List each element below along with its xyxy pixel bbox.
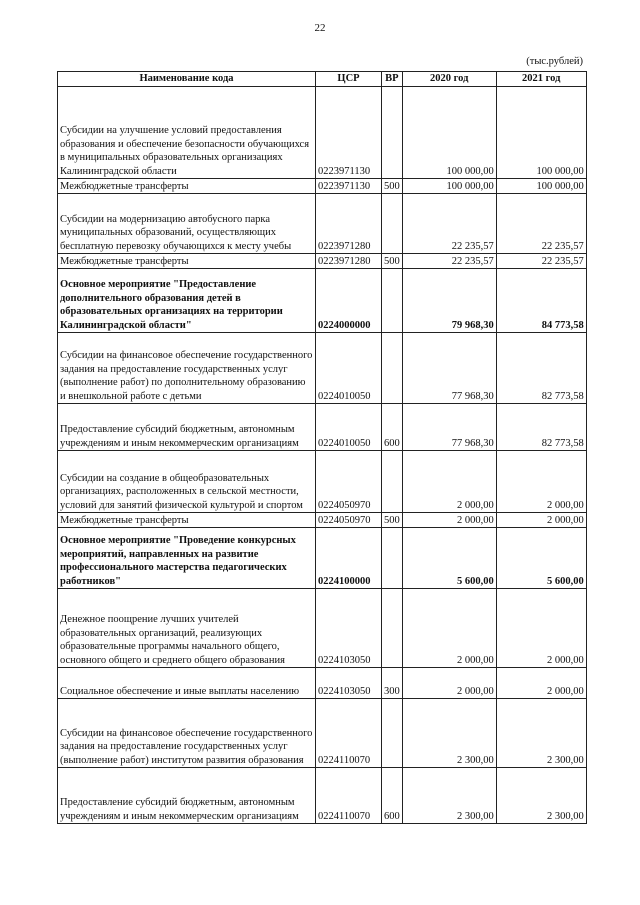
row-2020: 2 000,00 bbox=[402, 513, 496, 528]
row-csr: 0223971130 bbox=[316, 179, 382, 194]
row-vr bbox=[382, 451, 403, 513]
row-2021: 2 000,00 bbox=[496, 668, 586, 699]
row-2020: 79 968,30 bbox=[402, 269, 496, 333]
row-csr: 0224100000 bbox=[316, 528, 382, 589]
table-row bbox=[58, 528, 587, 589]
table-row bbox=[58, 179, 587, 194]
row-name: Субсидии на улучшение условий предоставления образования и обеспечение безопасности обучающихся в муниципальных образовательных организациях Калининградской области bbox=[58, 87, 316, 179]
row-2020: 22 235,57 bbox=[402, 254, 496, 269]
row-name: Межбюджетные трансферты bbox=[58, 254, 316, 269]
row-2020: 100 000,00 bbox=[402, 87, 496, 179]
row-vr: 600 bbox=[382, 768, 403, 824]
row-name: Денежное поощрение лучших учителей образовательных организаций, реализующих образовательные программы начального общего, основного общего и среднего общего образования bbox=[58, 589, 316, 668]
row-vr bbox=[382, 269, 403, 333]
row-2021: 82 773,58 bbox=[496, 333, 586, 404]
row-csr: 0224010050 bbox=[316, 404, 382, 451]
row-csr: 0224050970 bbox=[316, 451, 382, 513]
budget-table bbox=[57, 71, 587, 824]
units-label: (тыс.рублей) bbox=[526, 56, 583, 67]
row-2021: 82 773,58 bbox=[496, 404, 586, 451]
row-2020: 2 000,00 bbox=[402, 668, 496, 699]
row-name: Предоставление субсидий бюджетным, автономным учреждениям и иным некоммерческим организациям bbox=[58, 768, 316, 824]
table-row bbox=[58, 254, 587, 269]
table-row bbox=[58, 589, 587, 668]
row-csr: 0224110070 bbox=[316, 768, 382, 824]
row-2020: 5 600,00 bbox=[402, 528, 496, 589]
row-2021: 2 000,00 bbox=[496, 451, 586, 513]
row-name: Предоставление субсидий бюджетным, автономным учреждениям и иным некоммерческим организациям bbox=[58, 404, 316, 451]
row-name: Субсидии на финансовое обеспечение государственного задания на предоставление государственных услуг (выполнение работ) по дополнительному образованию и внешкольной работе с детьми bbox=[58, 333, 316, 404]
table-row bbox=[58, 768, 587, 824]
table-row bbox=[58, 333, 587, 404]
table-row bbox=[58, 194, 587, 254]
row-vr: 500 bbox=[382, 254, 403, 269]
row-vr: 300 bbox=[382, 668, 403, 699]
row-2020: 2 300,00 bbox=[402, 699, 496, 768]
header-2020: 2020 год bbox=[402, 72, 496, 87]
row-2020: 22 235,57 bbox=[402, 194, 496, 254]
row-2021: 100 000,00 bbox=[496, 87, 586, 179]
row-vr bbox=[382, 589, 403, 668]
row-2021: 5 600,00 bbox=[496, 528, 586, 589]
row-vr: 500 bbox=[382, 513, 403, 528]
row-name: Субсидии на финансовое обеспечение государственного задания на предоставление государственных услуг (выполнение работ) институтом развития образования bbox=[58, 699, 316, 768]
row-2021: 2 000,00 bbox=[496, 589, 586, 668]
table-row bbox=[58, 404, 587, 451]
row-vr: 500 bbox=[382, 179, 403, 194]
header-csr: ЦСР bbox=[316, 72, 382, 87]
row-2020: 77 968,30 bbox=[402, 333, 496, 404]
row-csr: 0224000000 bbox=[316, 269, 382, 333]
row-csr: 0223971280 bbox=[316, 194, 382, 254]
table-row bbox=[58, 87, 587, 179]
row-csr: 0224050970 bbox=[316, 513, 382, 528]
row-2021: 2 300,00 bbox=[496, 768, 586, 824]
row-name: Межбюджетные трансферты bbox=[58, 513, 316, 528]
header-row bbox=[58, 72, 587, 87]
row-2021: 22 235,57 bbox=[496, 254, 586, 269]
row-csr: 0224010050 bbox=[316, 333, 382, 404]
row-2021: 2 000,00 bbox=[496, 513, 586, 528]
row-name: Социальное обеспечение и иные выплаты населению bbox=[58, 668, 316, 699]
row-csr: 0224103050 bbox=[316, 589, 382, 668]
table-row bbox=[58, 668, 587, 699]
row-csr: 0223971130 bbox=[316, 87, 382, 179]
page-number: 22 bbox=[314, 22, 326, 34]
row-vr bbox=[382, 333, 403, 404]
row-vr bbox=[382, 87, 403, 179]
row-2020: 2 300,00 bbox=[402, 768, 496, 824]
row-vr bbox=[382, 194, 403, 254]
row-csr: 0224103050 bbox=[316, 668, 382, 699]
table-row bbox=[58, 513, 587, 528]
row-name: Основное мероприятие "Проведение конкурсных мероприятий, направленных на развитие профессионального мастерства педагогических работников" bbox=[58, 528, 316, 589]
row-vr bbox=[382, 528, 403, 589]
header-2021: 2021 год bbox=[496, 72, 586, 87]
row-2021: 84 773,58 bbox=[496, 269, 586, 333]
row-2021: 2 300,00 bbox=[496, 699, 586, 768]
row-name: Межбюджетные трансферты bbox=[58, 179, 316, 194]
row-name: Субсидии на создание в общеобразовательных организациях, расположенных в сельской местности, условий для занятий физической культурой и спортом bbox=[58, 451, 316, 513]
header-vr: ВР bbox=[382, 72, 403, 87]
row-name: Основное мероприятие "Предоставление дополнительного образования детей в образовательных организациях на территории Калининградской области" bbox=[58, 269, 316, 333]
row-vr bbox=[382, 699, 403, 768]
row-2020: 77 968,30 bbox=[402, 404, 496, 451]
table-row bbox=[58, 699, 587, 768]
table-row bbox=[58, 451, 587, 513]
row-2020: 2 000,00 bbox=[402, 589, 496, 668]
row-2020: 2 000,00 bbox=[402, 451, 496, 513]
row-csr: 0223971280 bbox=[316, 254, 382, 269]
row-2021: 100 000,00 bbox=[496, 179, 586, 194]
header-name: Наименование кода bbox=[58, 72, 316, 87]
row-vr: 600 bbox=[382, 404, 403, 451]
row-name: Субсидии на модернизацию автобусного парка муниципальных образований, осуществляющих бесплатную перевозку обучающихся к месту учебы bbox=[58, 194, 316, 254]
table-row bbox=[58, 269, 587, 333]
row-2020: 100 000,00 bbox=[402, 179, 496, 194]
row-csr: 0224110070 bbox=[316, 699, 382, 768]
row-2021: 22 235,57 bbox=[496, 194, 586, 254]
